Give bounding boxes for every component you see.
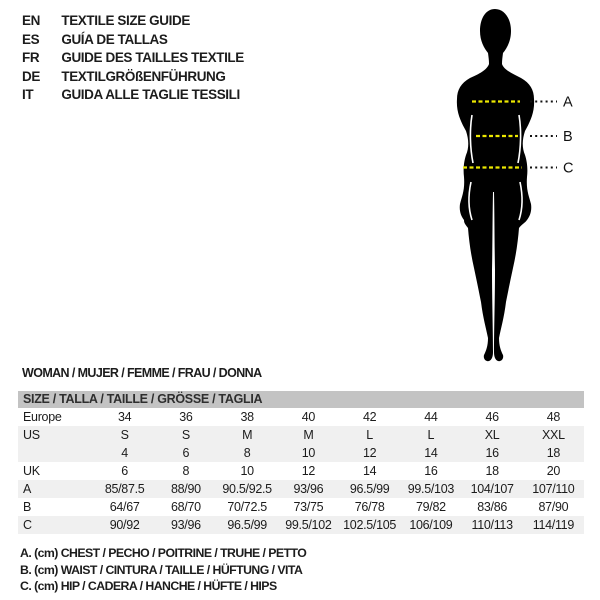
size-cell: 87/90 — [538, 500, 569, 514]
size-cell: 8 — [182, 464, 190, 478]
size-cell: XXL — [542, 428, 565, 442]
size-cell: 83/86 — [477, 500, 508, 514]
size-cell: 14 — [424, 446, 438, 460]
size-cell: 10 — [301, 446, 316, 460]
size-cell: 93/96 — [170, 518, 201, 532]
legend-line-hip: C. (cm) HIP / CADERA / HANCHE / HÜFTE / HIPS — [20, 579, 277, 594]
row-label: Europe — [23, 410, 62, 424]
language-row-en — [22, 12, 244, 31]
size-row-uk — [18, 462, 584, 480]
size-cell: 14 — [362, 464, 377, 478]
language-code: DE — [22, 68, 40, 84]
size-cell: 10 — [240, 464, 254, 478]
size-table-header: SIZE / TALLA / TAILLE / GRÖSSE / TAGLIA — [18, 391, 584, 408]
size-cell: 85/87.5 — [104, 482, 145, 496]
woman-silhouette-figure — [457, 9, 534, 361]
size-cell: 99.5/102 — [285, 518, 332, 532]
language-row-it — [22, 86, 244, 105]
size-cell: M — [303, 428, 314, 442]
size-cell: 88/90 — [170, 482, 201, 496]
size-cell: 18 — [485, 464, 499, 478]
size-cell: 104/107 — [470, 482, 514, 496]
size-cell: 36 — [179, 410, 193, 424]
size-cell: 42 — [362, 410, 377, 424]
size-cell: 73/75 — [293, 500, 324, 514]
size-cell: L — [366, 428, 373, 442]
language-title: GUÍA DE TALLAS — [61, 31, 168, 47]
size-cell: 79/82 — [415, 500, 446, 514]
measure-label-b: B — [563, 129, 573, 145]
size-cell: 20 — [546, 464, 561, 478]
size-cell: 96.5/99 — [227, 518, 267, 532]
size-cell: 40 — [301, 410, 316, 424]
legend-line-chest: A. (cm) CHEST / PECHO / POITRINE / TRUHE / PETTO — [20, 546, 307, 560]
size-cell: S — [181, 428, 190, 442]
size-cell: L — [427, 428, 435, 442]
size-cell: 48 — [546, 410, 561, 424]
size-cell: 102.5/105 — [343, 518, 397, 532]
size-cell: 4 — [121, 446, 128, 460]
language-title: TEXTILGRÖßENFÜHRUNG — [61, 68, 226, 84]
size-row-us-numbers — [18, 444, 584, 462]
size-cell: M — [242, 428, 253, 442]
size-cell: 93/96 — [293, 482, 324, 496]
size-cell: 90.5/92.5 — [222, 482, 272, 496]
size-row-waist-b — [18, 498, 584, 516]
size-cell: 110/113 — [471, 518, 513, 532]
size-row-us-letters — [18, 426, 584, 444]
row-label: US — [23, 428, 40, 442]
size-cell: 107/110 — [532, 482, 575, 496]
language-code: EN — [22, 13, 40, 28]
legend-line-waist: B. (cm) WAIST / CINTURA / TAILLE / HÜFTUNG / VITA — [20, 562, 303, 577]
size-cell: 16 — [424, 464, 438, 478]
measure-label-c: C — [563, 160, 574, 177]
size-cell: 12 — [301, 464, 316, 478]
row-label: B — [23, 500, 32, 514]
size-row-chest-a — [18, 480, 584, 498]
size-cell: 76/78 — [354, 500, 385, 514]
size-cell: 44 — [424, 410, 438, 424]
table-title: WOMAN / MUJER / FEMME / FRAU / DONNA — [22, 366, 262, 380]
size-cell: 64/67 — [109, 500, 140, 514]
row-label: C — [23, 518, 32, 532]
row-label: A — [23, 482, 32, 496]
row-label — [18, 444, 94, 462]
language-code: IT — [22, 87, 34, 102]
measurement-legend — [20, 545, 306, 595]
size-cell: 96.5/99 — [349, 482, 390, 496]
size-cell: 38 — [240, 410, 254, 424]
size-cell: 46 — [485, 410, 499, 424]
language-title: TEXTILE SIZE GUIDE — [61, 13, 190, 28]
size-cell: 99.5/103 — [407, 482, 454, 496]
size-cell: 70/72.5 — [227, 500, 267, 514]
size-cell: S — [120, 428, 129, 442]
size-cell: 34 — [117, 410, 132, 424]
row-label: UK — [23, 464, 40, 478]
size-cell: 8 — [243, 446, 251, 460]
size-row-europe — [18, 408, 584, 426]
measure-label-a: A — [563, 94, 573, 111]
size-cell: 16 — [485, 446, 499, 460]
size-cell: 18 — [546, 446, 561, 460]
language-row-es — [22, 31, 244, 50]
language-code: FR — [22, 50, 40, 65]
language-title-list — [22, 12, 244, 105]
size-cell: 6 — [121, 464, 128, 478]
size-cell: XL — [484, 428, 500, 442]
size-table — [18, 391, 584, 534]
language-code: ES — [22, 31, 40, 47]
language-row-de — [22, 68, 244, 87]
language-row-fr — [22, 49, 244, 68]
size-cell: 114/119 — [532, 518, 574, 532]
size-cell: 106/109 — [409, 518, 453, 532]
size-cell: 12 — [362, 446, 377, 460]
size-cell: 6 — [182, 446, 190, 460]
size-cell: 68/70 — [170, 500, 201, 514]
language-title: GUIDE DES TAILLES TEXTILE — [61, 50, 244, 65]
size-row-hip-c — [18, 516, 584, 534]
size-cell: 90/92 — [109, 518, 140, 532]
language-title: GUIDA ALLE TAGLIE TESSILI — [61, 87, 240, 102]
measurement-figure — [430, 0, 600, 380]
